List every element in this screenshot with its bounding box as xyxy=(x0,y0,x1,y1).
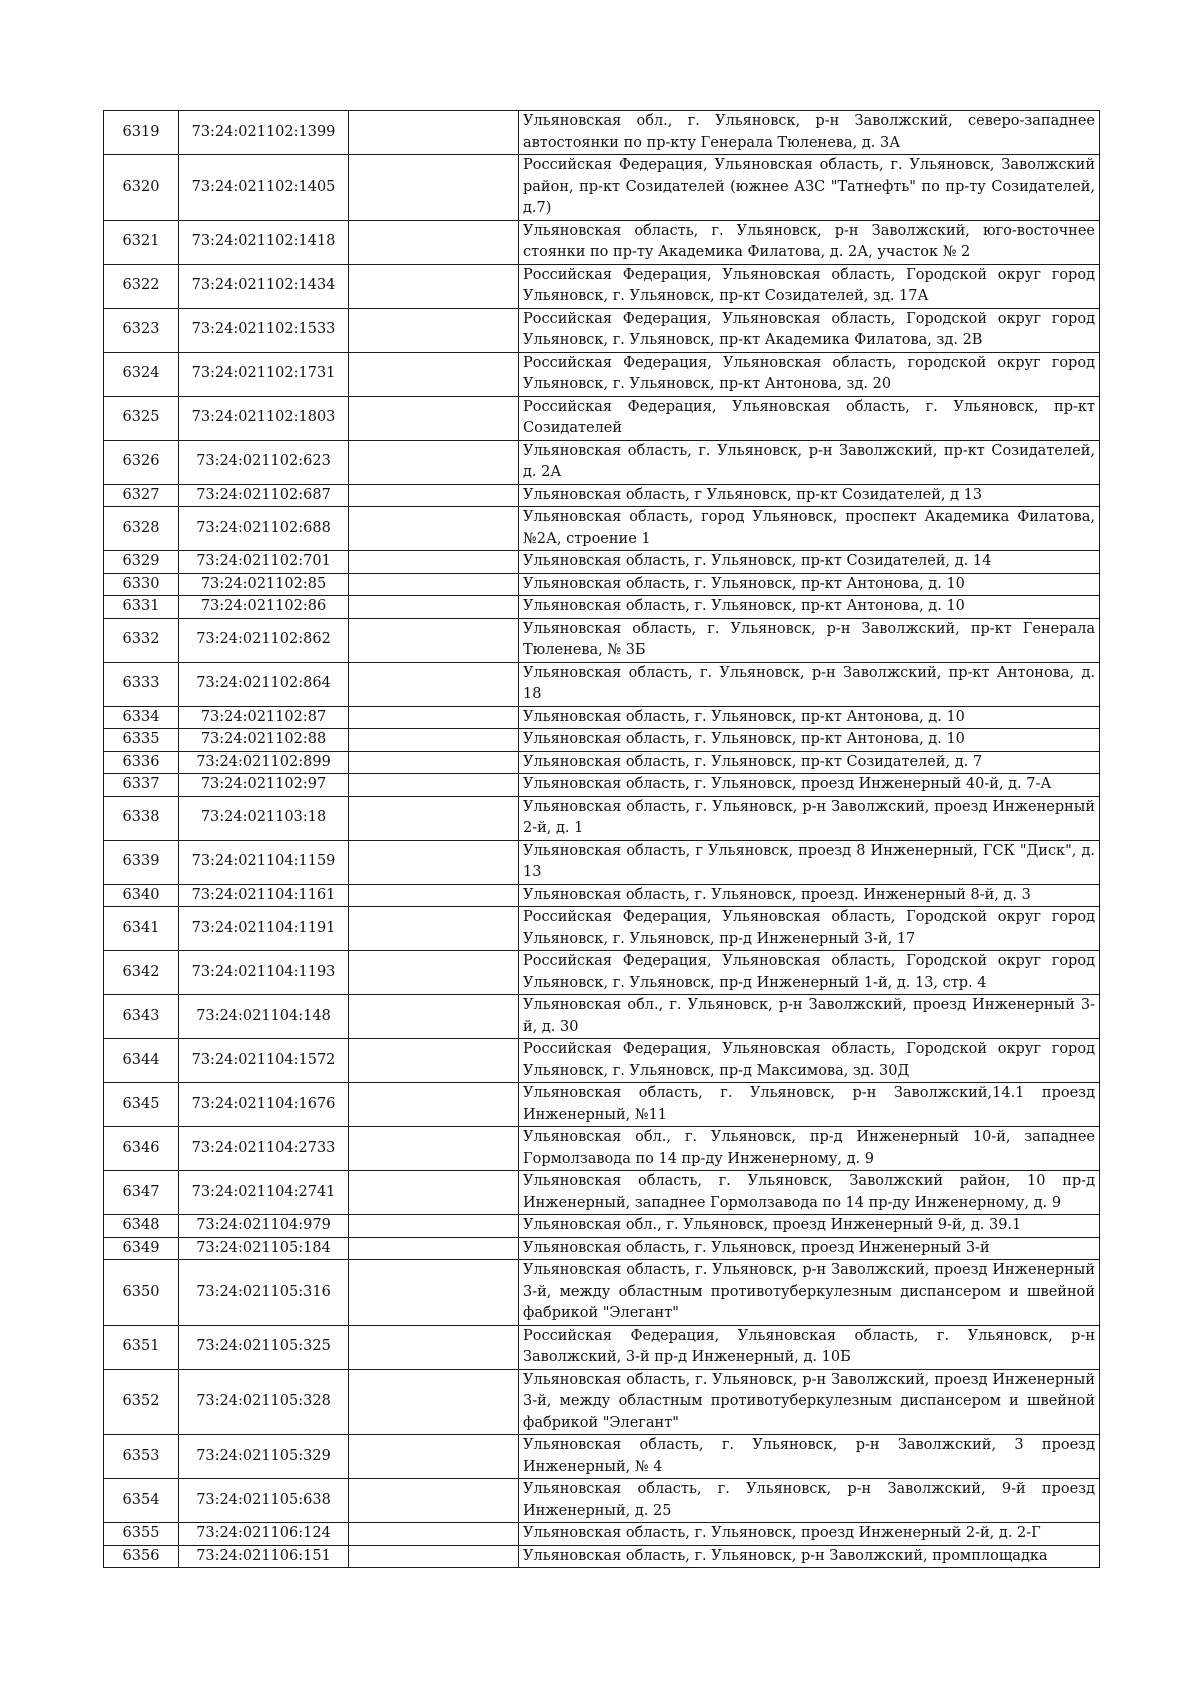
table-row xyxy=(104,484,1100,507)
table-row xyxy=(104,220,1100,264)
cadastral-number: 73:24:021105:329 xyxy=(179,1435,349,1479)
cadastral-number: 73:24:021105:325 xyxy=(179,1325,349,1369)
row-number: 6337 xyxy=(104,774,179,797)
row-number: 6345 xyxy=(104,1083,179,1127)
address: Российская Федерация, Ульяновская область, Городской округ город Ульяновск, г. Ульяновск, пр-д Инженерный 3-й, 17 xyxy=(519,907,1100,951)
table-row xyxy=(104,796,1100,840)
row-number: 6334 xyxy=(104,706,179,729)
address: Ульяновская область, г. Ульяновск, р-н Заволжский, 3 проезд Инженерный, № 4 xyxy=(519,1435,1100,1479)
cadastral-number: 73:24:021104:148 xyxy=(179,995,349,1039)
address: Российская Федерация, Ульяновская область, Городской округ город Ульяновск, г. Ульяновск, пр-кт Созидателей, зд. 17А xyxy=(519,264,1100,308)
address: Ульяновская область, г. Ульяновск, р-н Заволжский, проезд Инженерный 3-й, между областным противотуберкулезным диспансером и швейной фабрикой "Элегант" xyxy=(519,1369,1100,1435)
table-row xyxy=(104,111,1100,155)
address: Ульяновская область, город Ульяновск, проспект Академика Филатова, №2А, строение 1 xyxy=(519,507,1100,551)
row-number: 6329 xyxy=(104,551,179,574)
table-row xyxy=(104,618,1100,662)
empty-cell xyxy=(349,1171,519,1215)
address: Ульяновская обл., г. Ульяновск, р-н Заволжский, северо-западнее автостоянки по пр-кту Генерала Тюленева, д. 3А xyxy=(519,111,1100,155)
row-number: 6350 xyxy=(104,1260,179,1326)
cadastral-number: 73:24:021105:184 xyxy=(179,1237,349,1260)
empty-cell xyxy=(349,774,519,797)
empty-cell xyxy=(349,751,519,774)
cadastral-number: 73:24:021102:1731 xyxy=(179,352,349,396)
address: Ульяновская область, г. Ульяновск, пр-кт Антонова, д. 10 xyxy=(519,573,1100,596)
cadastral-number: 73:24:021102:688 xyxy=(179,507,349,551)
empty-cell xyxy=(349,1479,519,1523)
row-number: 6348 xyxy=(104,1215,179,1238)
empty-cell xyxy=(349,1545,519,1568)
cadastral-number: 73:24:021105:316 xyxy=(179,1260,349,1326)
row-number: 6323 xyxy=(104,308,179,352)
table-row xyxy=(104,729,1100,752)
table-row xyxy=(104,264,1100,308)
empty-cell xyxy=(349,706,519,729)
address: Ульяновская область, г. Ульяновск, р-н Заволжский, проезд Инженерный 2-й, д. 1 xyxy=(519,796,1100,840)
table-row xyxy=(104,551,1100,574)
address: Ульяновская область, г. Ульяновск, р-н Заволжский, 9-й проезд Инженерный, д. 25 xyxy=(519,1479,1100,1523)
table-row xyxy=(104,352,1100,396)
row-number: 6349 xyxy=(104,1237,179,1260)
cadastral-number: 73:24:021102:1418 xyxy=(179,220,349,264)
address: Ульяновская область, г. Ульяновск, проезд. Инженерный 8-й, д. 3 xyxy=(519,884,1100,907)
table-row xyxy=(104,1260,1100,1326)
empty-cell xyxy=(349,596,519,619)
row-number: 6326 xyxy=(104,440,179,484)
address: Ульяновская область, г. Ульяновск, пр-кт Антонова, д. 10 xyxy=(519,729,1100,752)
empty-cell xyxy=(349,1523,519,1546)
table-row xyxy=(104,1171,1100,1215)
cadastral-number: 73:24:021102:97 xyxy=(179,774,349,797)
row-number: 6324 xyxy=(104,352,179,396)
cadastral-number: 73:24:021102:1399 xyxy=(179,111,349,155)
address: Ульяновская область, г. Ульяновск, р-н Заволжский, проезд Инженерный 3-й, между областным противотуберкулезным диспансером и швейной фабрикой "Элегант" xyxy=(519,1260,1100,1326)
empty-cell xyxy=(349,1237,519,1260)
cadastral-number: 73:24:021104:1191 xyxy=(179,907,349,951)
empty-cell xyxy=(349,220,519,264)
empty-cell xyxy=(349,111,519,155)
address: Ульяновская область, г. Ульяновск, р-н Заволжский,14.1 проезд Инженерный, №11 xyxy=(519,1083,1100,1127)
cadastral-number: 73:24:021105:328 xyxy=(179,1369,349,1435)
empty-cell xyxy=(349,352,519,396)
empty-cell xyxy=(349,396,519,440)
table-row xyxy=(104,1369,1100,1435)
table-row xyxy=(104,1237,1100,1260)
row-number: 6353 xyxy=(104,1435,179,1479)
table-row xyxy=(104,907,1100,951)
cadastral-number: 73:24:021104:1159 xyxy=(179,840,349,884)
address: Российская Федерация, Ульяновская область, Городской округ город Ульяновск, г. Ульяновск, пр-кт Академика Филатова, зд. 2В xyxy=(519,308,1100,352)
empty-cell xyxy=(349,995,519,1039)
empty-cell xyxy=(349,729,519,752)
cadastral-number: 73:24:021106:124 xyxy=(179,1523,349,1546)
row-number: 6327 xyxy=(104,484,179,507)
address: Ульяновская область, г Ульяновск, проезд 8 Инженерный, ГСК "Диск", д. 13 xyxy=(519,840,1100,884)
row-number: 6356 xyxy=(104,1545,179,1568)
row-number: 6346 xyxy=(104,1127,179,1171)
registry-table-body xyxy=(104,111,1100,1568)
row-number: 6351 xyxy=(104,1325,179,1369)
address: Ульяновская область, г Ульяновск, пр-кт Созидателей, д 13 xyxy=(519,484,1100,507)
table-row xyxy=(104,1039,1100,1083)
cadastral-number: 73:24:021102:85 xyxy=(179,573,349,596)
empty-cell xyxy=(349,951,519,995)
cadastral-number: 73:24:021102:1533 xyxy=(179,308,349,352)
table-row xyxy=(104,596,1100,619)
cadastral-number: 73:24:021104:1572 xyxy=(179,1039,349,1083)
empty-cell xyxy=(349,440,519,484)
address: Ульяновская область, г. Ульяновск, р-н Заволжский, промплощадка xyxy=(519,1545,1100,1568)
empty-cell xyxy=(349,155,519,221)
row-number: 6340 xyxy=(104,884,179,907)
empty-cell xyxy=(349,308,519,352)
empty-cell xyxy=(349,484,519,507)
cadastral-number: 73:24:021102:701 xyxy=(179,551,349,574)
table-row xyxy=(104,1083,1100,1127)
table-row xyxy=(104,1127,1100,1171)
address: Российская Федерация, Ульяновская область, Городской округ город Ульяновск, г. Ульяновск, пр-д Максимова, зд. 30Д xyxy=(519,1039,1100,1083)
row-number: 6338 xyxy=(104,796,179,840)
row-number: 6322 xyxy=(104,264,179,308)
table-row xyxy=(104,1325,1100,1369)
cadastral-number: 73:24:021103:18 xyxy=(179,796,349,840)
row-number: 6341 xyxy=(104,907,179,951)
empty-cell xyxy=(349,1260,519,1326)
cadastral-number: 73:24:021104:2741 xyxy=(179,1171,349,1215)
row-number: 6320 xyxy=(104,155,179,221)
empty-cell xyxy=(349,907,519,951)
empty-cell xyxy=(349,1369,519,1435)
row-number: 6331 xyxy=(104,596,179,619)
table-row xyxy=(104,573,1100,596)
address: Ульяновская область, г. Ульяновск, проезд Инженерный 3-й xyxy=(519,1237,1100,1260)
cadastral-number: 73:24:021102:862 xyxy=(179,618,349,662)
table-row xyxy=(104,840,1100,884)
cadastral-number: 73:24:021102:899 xyxy=(179,751,349,774)
empty-cell xyxy=(349,1215,519,1238)
cadastral-number: 73:24:021102:1803 xyxy=(179,396,349,440)
address: Ульяновская область, г. Ульяновск, р-н Заволжский, пр-кт Генерала Тюленева, № 3Б xyxy=(519,618,1100,662)
address: Ульяновская область, г. Ульяновск, проезд Инженерный 40-й, д. 7-А xyxy=(519,774,1100,797)
cadastral-number: 73:24:021104:979 xyxy=(179,1215,349,1238)
table-row xyxy=(104,1215,1100,1238)
table-row xyxy=(104,995,1100,1039)
table-row xyxy=(104,662,1100,706)
cadastral-number: 73:24:021102:88 xyxy=(179,729,349,752)
address: Ульяновская область, г. Ульяновск, пр-кт Созидателей, д. 7 xyxy=(519,751,1100,774)
address: Ульяновская область, г. Ульяновск, р-н Заволжский, пр-кт Антонова, д. 18 xyxy=(519,662,1100,706)
cadastral-number: 73:24:021104:1161 xyxy=(179,884,349,907)
address: Ульяновская область, г. Ульяновск, Заволжский район, 10 пр-д Инженерный, западнее Гормолзавода по 14 пр-ду Инженерному, д. 9 xyxy=(519,1171,1100,1215)
row-number: 6352 xyxy=(104,1369,179,1435)
address: Ульяновская область, г. Ульяновск, р-н Заволжский, юго-восточнее стоянки по пр-ту Академика Филатова, д. 2А, участок № 2 xyxy=(519,220,1100,264)
empty-cell xyxy=(349,1083,519,1127)
empty-cell xyxy=(349,618,519,662)
row-number: 6321 xyxy=(104,220,179,264)
row-number: 6347 xyxy=(104,1171,179,1215)
table-row xyxy=(104,308,1100,352)
cadastral-number: 73:24:021102:687 xyxy=(179,484,349,507)
table-row xyxy=(104,951,1100,995)
table-row xyxy=(104,396,1100,440)
cadastral-number: 73:24:021106:151 xyxy=(179,1545,349,1568)
row-number: 6339 xyxy=(104,840,179,884)
registry-table xyxy=(103,110,1100,1568)
cadastral-number: 73:24:021104:1676 xyxy=(179,1083,349,1127)
table-row xyxy=(104,1435,1100,1479)
table-row xyxy=(104,1523,1100,1546)
table-row xyxy=(104,774,1100,797)
empty-cell xyxy=(349,796,519,840)
row-number: 6328 xyxy=(104,507,179,551)
address: Ульяновская область, г. Ульяновск, р-н Заволжский, пр-кт Созидателей, д. 2А xyxy=(519,440,1100,484)
row-number: 6342 xyxy=(104,951,179,995)
row-number: 6330 xyxy=(104,573,179,596)
address: Ульяновская область, г. Ульяновск, пр-кт Антонова, д. 10 xyxy=(519,596,1100,619)
cadastral-number: 73:24:021105:638 xyxy=(179,1479,349,1523)
empty-cell xyxy=(349,551,519,574)
row-number: 6332 xyxy=(104,618,179,662)
row-number: 6344 xyxy=(104,1039,179,1083)
table-row xyxy=(104,1545,1100,1568)
row-number: 6319 xyxy=(104,111,179,155)
empty-cell xyxy=(349,264,519,308)
address: Российская Федерация, Ульяновская область, г. Ульяновск, пр-кт Созидателей xyxy=(519,396,1100,440)
cadastral-number: 73:24:021102:86 xyxy=(179,596,349,619)
cadastral-number: 73:24:021102:1405 xyxy=(179,155,349,221)
empty-cell xyxy=(349,1039,519,1083)
empty-cell xyxy=(349,573,519,596)
address: Ульяновская область, г. Ульяновск, проезд Инженерный 2-й, д. 2-Г xyxy=(519,1523,1100,1546)
table-row xyxy=(104,1479,1100,1523)
empty-cell xyxy=(349,662,519,706)
empty-cell xyxy=(349,507,519,551)
empty-cell xyxy=(349,1435,519,1479)
row-number: 6335 xyxy=(104,729,179,752)
cadastral-number: 73:24:021102:87 xyxy=(179,706,349,729)
table-row xyxy=(104,706,1100,729)
row-number: 6336 xyxy=(104,751,179,774)
cadastral-number: 73:24:021102:623 xyxy=(179,440,349,484)
table-row xyxy=(104,155,1100,221)
cadastral-number: 73:24:021102:1434 xyxy=(179,264,349,308)
address: Ульяновская область, г. Ульяновск, пр-кт Антонова, д. 10 xyxy=(519,706,1100,729)
address: Российская Федерация, Ульяновская область, г. Ульяновск, р-н Заволжский, 3-й пр-д Инженерный, д. 10Б xyxy=(519,1325,1100,1369)
table-row xyxy=(104,884,1100,907)
address: Российская Федерация, Ульяновская область, Городской округ город Ульяновск, г. Ульяновск, пр-д Инженерный 1-й, д. 13, стр. 4 xyxy=(519,951,1100,995)
address: Ульяновская обл., г. Ульяновск, пр-д Инженерный 10-й, западнее Гормолзавода по 14 пр-ду Инженерному, д. 9 xyxy=(519,1127,1100,1171)
address: Российская Федерация, Ульяновская область, городской округ город Ульяновск, г. Ульяновск, пр-кт Антонова, зд. 20 xyxy=(519,352,1100,396)
row-number: 6325 xyxy=(104,396,179,440)
table-row xyxy=(104,440,1100,484)
empty-cell xyxy=(349,884,519,907)
address: Ульяновская область, г. Ульяновск, пр-кт Созидателей, д. 14 xyxy=(519,551,1100,574)
empty-cell xyxy=(349,1127,519,1171)
address: Ульяновская обл., г. Ульяновск, р-н Заволжский, проезд Инженерный 3-й, д. 30 xyxy=(519,995,1100,1039)
row-number: 6354 xyxy=(104,1479,179,1523)
row-number: 6333 xyxy=(104,662,179,706)
cadastral-number: 73:24:021104:2733 xyxy=(179,1127,349,1171)
cadastral-number: 73:24:021102:864 xyxy=(179,662,349,706)
table-row xyxy=(104,751,1100,774)
cadastral-number: 73:24:021104:1193 xyxy=(179,951,349,995)
row-number: 6343 xyxy=(104,995,179,1039)
row-number: 6355 xyxy=(104,1523,179,1546)
table-row xyxy=(104,507,1100,551)
empty-cell xyxy=(349,1325,519,1369)
address: Российская Федерация, Ульяновская область, г. Ульяновск, Заволжский район, пр-кт Созидателей (южнее АЗС "Татнефть" по пр-ту Созидателей, д.7) xyxy=(519,155,1100,221)
empty-cell xyxy=(349,840,519,884)
address: Ульяновская обл., г. Ульяновск, проезд Инженерный 9-й, д. 39.1 xyxy=(519,1215,1100,1238)
